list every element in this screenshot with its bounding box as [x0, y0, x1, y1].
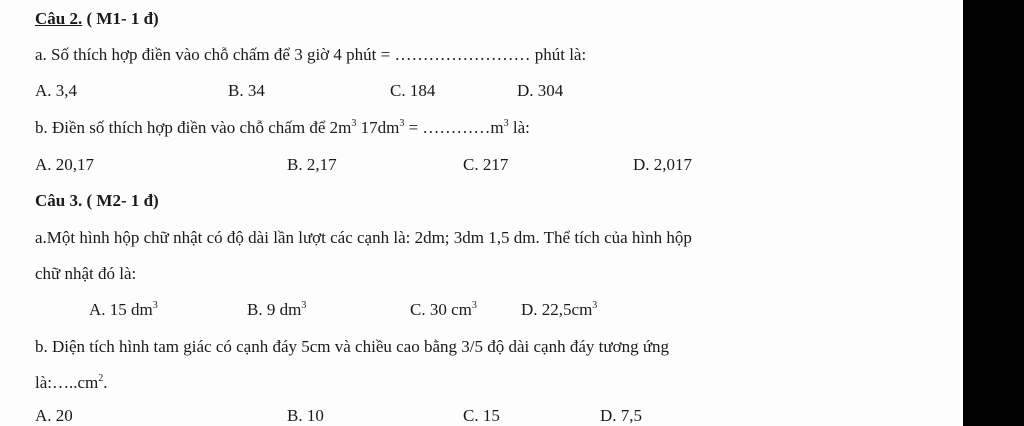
- superscript: 3: [503, 118, 509, 129]
- superscript: 3: [471, 300, 477, 311]
- question-2-number: Câu 2.: [35, 9, 83, 28]
- option-3b-a: A. 20: [35, 406, 73, 425]
- option-2b-a: A. 20,17: [35, 155, 95, 174]
- question-2a-prefix: a. Số thích hợp điền vào chỗ chấm để 3 giờ 4 phút =: [35, 45, 395, 64]
- option-3a-a: [89, 300, 158, 320]
- option-3b-b: B. 10: [287, 406, 324, 425]
- answer-blank: là:…..cm: [35, 373, 99, 392]
- superscript: 3: [592, 300, 598, 311]
- question-2b-suffix: là:: [508, 118, 530, 137]
- option-2b-c: C. 217: [463, 155, 509, 174]
- option-label: C. 30 cm: [410, 300, 472, 319]
- superscript: 3: [351, 118, 357, 129]
- option-3a-d: [521, 300, 597, 320]
- option-2b-d: D. 2,017: [633, 155, 693, 174]
- option-2a-a: A. 3,4: [35, 81, 78, 100]
- question-2a-text: [35, 45, 586, 65]
- question-2b-prefix: b. Điền số thích hợp điền vào chỗ chấm để 2m: [35, 118, 352, 137]
- answer-blank: = …………m: [404, 118, 504, 137]
- option-label: D. 22,5cm: [521, 300, 593, 319]
- question-3a-line1: a.Một hình hộp chữ nhật có độ dài lần lượt các cạnh là: 2dm; 3dm 1,5 dm. Thể tích của hình hộp: [35, 228, 692, 247]
- option-3a-c: [410, 300, 477, 320]
- question-2b-text: [35, 118, 530, 138]
- question-2a-suffix: phút là:: [530, 45, 587, 64]
- option-2a-d: D. 304: [517, 81, 564, 100]
- question-3a-line2: chữ nhật đó là:: [35, 264, 137, 283]
- option-3b-d: D. 7,5: [600, 406, 643, 425]
- option-label: A. 15 dm: [89, 300, 153, 319]
- option-3b-c: C. 15: [463, 406, 500, 425]
- superscript: 3: [399, 118, 405, 129]
- superscript: 3: [152, 300, 158, 311]
- superscript: 2: [98, 373, 104, 384]
- question-3b-line2: [35, 373, 108, 393]
- option-2b-b: B. 2,17: [287, 155, 337, 174]
- question-3b-suffix: .: [103, 373, 108, 392]
- question-2-heading: [35, 9, 159, 29]
- option-2a-c: C. 184: [390, 81, 436, 100]
- question-3b-line1: b. Diện tích hình tam giác có cạnh đáy 5cm và chiều cao bằng 3/5 độ dài cạnh đáy tương ứng: [35, 337, 670, 356]
- question-2-level: ( M1- 1 đ): [82, 9, 159, 28]
- answer-blank: ……………………: [394, 45, 531, 64]
- option-label: B. 9 dm: [247, 300, 302, 319]
- question-3-heading: Câu 3. ( M2- 1 đ): [35, 191, 159, 210]
- option-2a-b: B. 34: [228, 81, 265, 100]
- option-3a-b: [247, 300, 306, 320]
- question-2b-mid: 17dm: [356, 118, 400, 137]
- superscript: 3: [301, 300, 307, 311]
